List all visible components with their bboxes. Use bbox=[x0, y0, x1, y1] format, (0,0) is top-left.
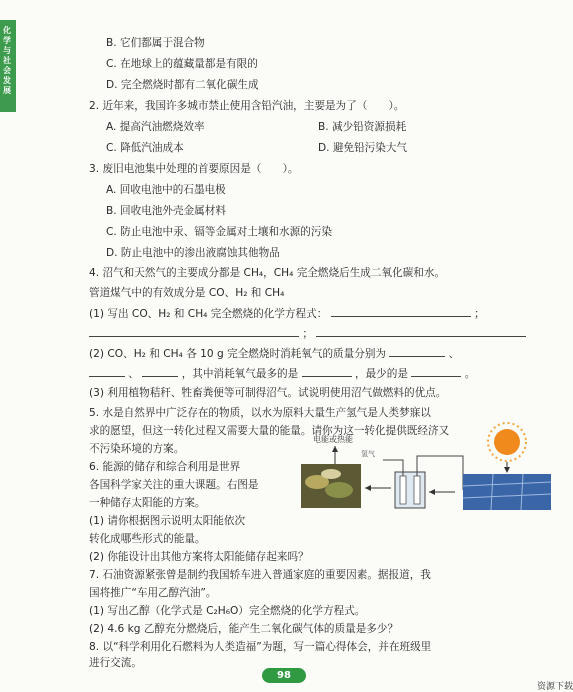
chapter-side-tab-label: 化学与社会发展 bbox=[3, 26, 11, 95]
answer-blank[interactable] bbox=[331, 306, 471, 317]
q3-option-d: D. 防止电池中的渗出液腐蚀其他物品 bbox=[106, 247, 280, 259]
q7-part2: (2) 4.6 kg 乙醇充分燃烧后，能产生二氧化碳气体的质量是多少？ bbox=[89, 623, 399, 635]
solar-storage-diagram bbox=[295, 420, 557, 520]
q4-part1-sep2: ； bbox=[302, 328, 313, 340]
arrow-head bbox=[365, 485, 371, 491]
q2-option-b: B. 减少铅资源损耗 bbox=[318, 121, 407, 133]
plant-photo-detail bbox=[325, 482, 353, 498]
arrow-head bbox=[504, 467, 510, 473]
figure-label-energy: 电能或热能 bbox=[313, 435, 353, 444]
q7-line1: 7. 石油资源紧张曾是制约我国轿车进入普通家庭的重要因素。据报道，我 bbox=[89, 569, 431, 581]
arrow-head bbox=[429, 489, 435, 495]
answer-blank[interactable] bbox=[89, 366, 125, 377]
electrolysis-cell bbox=[395, 472, 425, 508]
answer-blank[interactable] bbox=[142, 366, 178, 377]
q4-part2-sep3: 、 bbox=[128, 368, 139, 380]
q7-part1: (1) 写出乙醇（化学式是 C₂H₆O）完全燃烧的化学方程式。 bbox=[89, 605, 366, 617]
q4-part1-text: (1) 写出 CO、H₂ 和 CH₄ 完全燃烧的化学方程式： bbox=[89, 308, 328, 320]
q5-line1: 5. 水是自然界中广泛存在的物质，以水为原料大量生产氢气是人类梦寐以 bbox=[89, 407, 431, 419]
q4-part2-sep: 、 bbox=[448, 348, 460, 360]
q2-option-a: A. 提高汽油燃烧效率 bbox=[106, 121, 205, 133]
electrode-tube bbox=[414, 476, 420, 504]
q2-option-d: D. 避免铅污染大气 bbox=[318, 142, 408, 154]
solar-storage-figure bbox=[295, 420, 557, 520]
chapter-side-tab bbox=[0, 20, 16, 112]
q6-part2: (2) 你能设计出其他方案将太阳能储存起来吗？ bbox=[89, 551, 309, 563]
q1-option-b: B. 它们都属于混合物 bbox=[106, 37, 205, 49]
q4-part3: (3) 利用植物秸秆、牲畜粪便等可制得沼气。试说明使用沼气做燃料的优点。 bbox=[89, 387, 447, 399]
answer-blank[interactable] bbox=[89, 326, 299, 337]
q4-part1-line2 bbox=[89, 326, 526, 341]
q3-option-c: C. 防止电池中汞、镉等金属对土壤和水源的污染 bbox=[106, 226, 333, 238]
answer-blank[interactable] bbox=[302, 366, 352, 377]
q4-part1 bbox=[89, 306, 485, 321]
q4-part2-line2 bbox=[89, 366, 475, 381]
q1-option-d: D. 完全燃烧时都有二氧化碳生成 bbox=[106, 79, 259, 91]
q7-line2: 国将推广“车用乙醇汽油”。 bbox=[89, 587, 217, 599]
q4-part2-most: ，其中消耗氧气最多的是 bbox=[181, 368, 299, 380]
q4-part2-end: 。 bbox=[464, 368, 476, 380]
answer-blank[interactable] bbox=[316, 326, 526, 337]
q5-line3: 不污染环境的方案。 bbox=[89, 443, 185, 455]
q3-option-b: B. 回收电池外壳金属材料 bbox=[106, 205, 226, 217]
answer-blank[interactable] bbox=[411, 366, 461, 377]
q6-line1: 6. 能源的储存和综合利用是世界 bbox=[89, 461, 241, 473]
figure-label-gas: 氢气 bbox=[361, 451, 375, 458]
q5-line2: 求的愿望，但这一转化过程又需要大量的能量。请你为这一转化提供既经济又 bbox=[89, 425, 450, 437]
q6-line2: 各国科学家关注的重大课题。右图是 bbox=[89, 479, 259, 491]
sun-icon bbox=[494, 429, 520, 455]
page-number: 98 bbox=[262, 668, 306, 683]
plant-photo-detail bbox=[321, 469, 341, 479]
q4-part2 bbox=[89, 346, 459, 361]
solar-panel-photo bbox=[463, 474, 551, 510]
q6-part1-line2: 转化成哪些形式的能量。 bbox=[89, 533, 206, 545]
q4-part2-least: ，最少的是 bbox=[355, 368, 408, 380]
electrode-tube bbox=[400, 476, 406, 504]
q2-stem: 2. 近年来，我国许多城市禁止使用含铅汽油，主要是为了（ ）。 bbox=[89, 100, 405, 112]
q8-line1: 8. 以“科学利用化石燃料为人类造福”为题，写一篇心得体会，并在班级里 bbox=[89, 641, 432, 653]
q1-option-c: C. 在地球上的蕴藏量都是有限的 bbox=[106, 58, 258, 70]
q3-option-a: A. 回收电池中的石墨电极 bbox=[106, 184, 226, 196]
q6-line3: 一种储存太阳能的方案。 bbox=[89, 497, 206, 509]
q2-option-c: C. 降低汽油成本 bbox=[106, 142, 184, 154]
q8-line2: 进行交流。 bbox=[89, 657, 142, 669]
q3-stem: 3. 废旧电池集中处理的首要原因是（ ）。 bbox=[89, 163, 299, 175]
q4-stem-line2: 管道煤气中的有效成分是 CO、H₂ 和 CH₄ bbox=[89, 287, 285, 299]
q4-part2-text: (2) CO、H₂ 和 CH₄ 各 10 g 完全燃烧时消耗氧气的质量分别为 bbox=[89, 348, 387, 360]
corner-watermark: 资源下载 bbox=[536, 682, 573, 692]
q4-part1-sep: ； bbox=[474, 308, 485, 320]
arrow-head bbox=[332, 446, 338, 452]
q6-part1-line1: (1) 请你根据图示说明太阳能依次 bbox=[89, 515, 246, 527]
q4-stem-line1: 4. 沼气和天然气的主要成分都是 CH₄，CH₄ 完全燃烧后生成二氧化碳和水。 bbox=[89, 267, 446, 279]
answer-blank[interactable] bbox=[389, 346, 445, 357]
